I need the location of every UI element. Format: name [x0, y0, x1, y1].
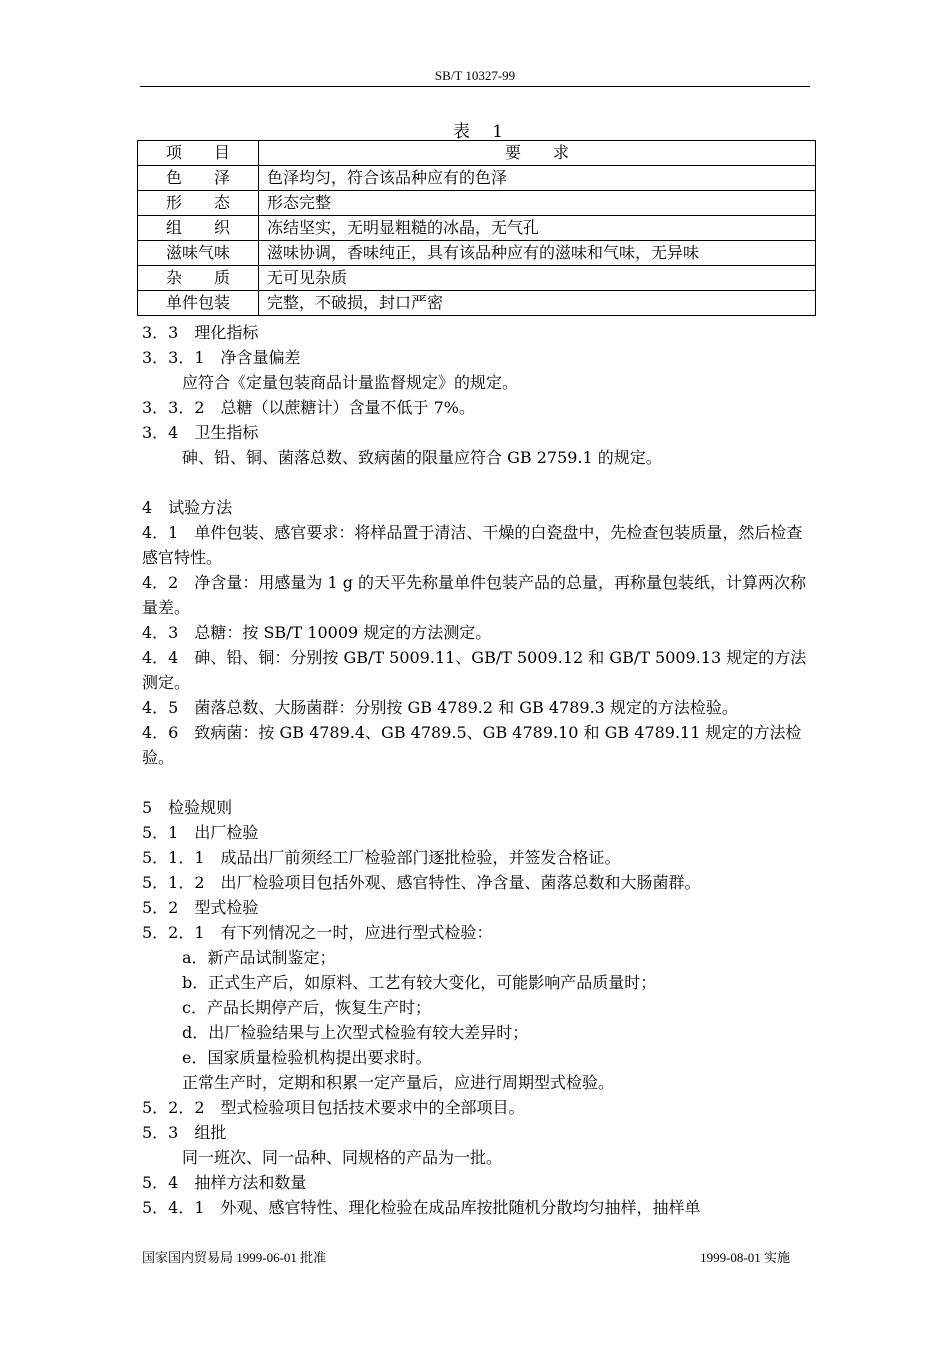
row-requirement: 冻结坚实，无明显粗糙的冰晶，无气孔: [259, 216, 816, 241]
chapter-heading: 5 检验规则: [142, 798, 233, 817]
paragraph: 正常生产时，定期和积累一定产量后，应进行周期型式检验。: [182, 1073, 615, 1092]
list-item: e．国家质量检验机构提出要求时。: [182, 1048, 432, 1067]
subsection-heading: 3．3．1 净含量偏差: [142, 348, 301, 367]
row-item: 单件包装: [138, 291, 259, 316]
requirements-table: [137, 140, 816, 316]
row-requirement: 滋味协调，香味纯正，具有该品种应有的滋味和气味，无异味: [259, 241, 816, 266]
chapter-heading: 4 试验方法: [142, 498, 233, 517]
table-row: [138, 191, 816, 216]
table-row: [138, 166, 816, 191]
section-heading: 5．2 型式检验: [142, 898, 259, 917]
row-item: 滋味气味: [138, 241, 259, 266]
column-header-item: 项 目: [138, 141, 259, 166]
blank-line: [142, 770, 814, 795]
list-item: b．正式生产后，如原料、工艺有较大变化，可能影响产品质量时；: [182, 973, 657, 992]
list-item: c．产品长期停产后，恢复生产时；: [182, 998, 431, 1017]
paragraph: 5．4．1 外观、感官特性、理化检验在成品库按批随机分散均匀抽样，抽样单: [142, 1198, 701, 1217]
paragraph: 砷、铅、铜、菌落总数、致病菌的限量应符合 GB 2759.1 的规定。: [182, 448, 662, 467]
table-row: [138, 266, 816, 291]
row-item: 杂 质: [138, 266, 259, 291]
paragraph: 4．4 砷、铅、铜：分别按 GB/T 5009.11、GB/T 5009.12 和 GB/T 5009.13 规定的方法测定。: [142, 648, 807, 692]
row-item: 色 泽: [138, 166, 259, 191]
paragraph: 4．6 致病菌：按 GB 4789.4、GB 4789.5、GB 4789.10 和 GB 4789.11 规定的方法检验。: [142, 723, 802, 767]
row-requirement: 形态完整: [259, 191, 816, 216]
section-heading: 3．4 卫生指标: [142, 423, 259, 442]
row-item: 组 织: [138, 216, 259, 241]
paragraph: 4．2 净含量：用感量为 1 g 的天平先称量单件包装产品的总量，再称量包装纸，计算两次称量差。: [142, 573, 807, 617]
section-heading: 5．4 抽样方法和数量: [142, 1173, 307, 1192]
list-item: d．出厂检验结果与上次型式检验有较大差异时；: [182, 1023, 529, 1042]
paragraph: 4．5 菌落总数、大肠菌群：分别按 GB 4789.2 和 GB 4789.3 规定的方法检验。: [142, 698, 738, 717]
paragraph: 4．3 总糖：按 SB/T 10009 规定的方法测定。: [142, 623, 492, 642]
header-rule: [140, 86, 810, 87]
paragraph: 5．1．1 成品出厂前须经工厂检验部门逐批检验，并签发合格证。: [142, 848, 621, 867]
section-heading: 3．3 理化指标: [142, 323, 259, 342]
column-header-requirement: 要 求: [259, 141, 816, 166]
table-row: [138, 291, 816, 316]
row-requirement: 无可见杂质: [259, 266, 816, 291]
row-requirement: 色泽均匀，符合该品种应有的色泽: [259, 166, 816, 191]
paragraph: 4．1 单件包装、感官要求：将样品置于清洁、干燥的白瓷盘中，先检查包装质量，然后检查感官特性。: [142, 523, 803, 567]
list-item: a．新产品试制鉴定；: [182, 948, 336, 967]
standard-code: SB/T 10327-99: [434, 68, 516, 83]
section-heading: 5．3 组批: [142, 1123, 227, 1142]
section-heading: 5．1 出厂检验: [142, 823, 259, 842]
table-title: 表 1: [452, 122, 504, 142]
blank-line: [142, 470, 814, 495]
table-row: [138, 216, 816, 241]
implementation-note: 1999-08-01 实施: [700, 1250, 790, 1265]
subsection-heading: 3．3．2 总糖（以蔗糖计）含量不低于 7%。: [142, 398, 476, 417]
paragraph: 同一班次、同一品种、同规格的产品为一批。: [182, 1148, 503, 1167]
paragraph: 5．1．2 出厂检验项目包括外观、感官特性、净含量、菌落总数和大肠菌群。: [142, 873, 701, 892]
paragraph: 5．2．1 有下列情况之一时，应进行型式检验：: [142, 923, 493, 942]
row-item: 形 态: [138, 191, 259, 216]
paragraph: 应符合《定量包装商品计量监督规定》的规定。: [182, 373, 519, 392]
document-body: [142, 320, 814, 1220]
approval-note: 国家国内贸易局 1999-06-01 批准: [142, 1250, 327, 1265]
paragraph: 5．2．2 型式检验项目包括技术要求中的全部项目。: [142, 1098, 525, 1117]
row-requirement: 完整，不破损，封口严密: [259, 291, 816, 316]
table-header-row: [138, 141, 816, 166]
table-row: [138, 241, 816, 266]
